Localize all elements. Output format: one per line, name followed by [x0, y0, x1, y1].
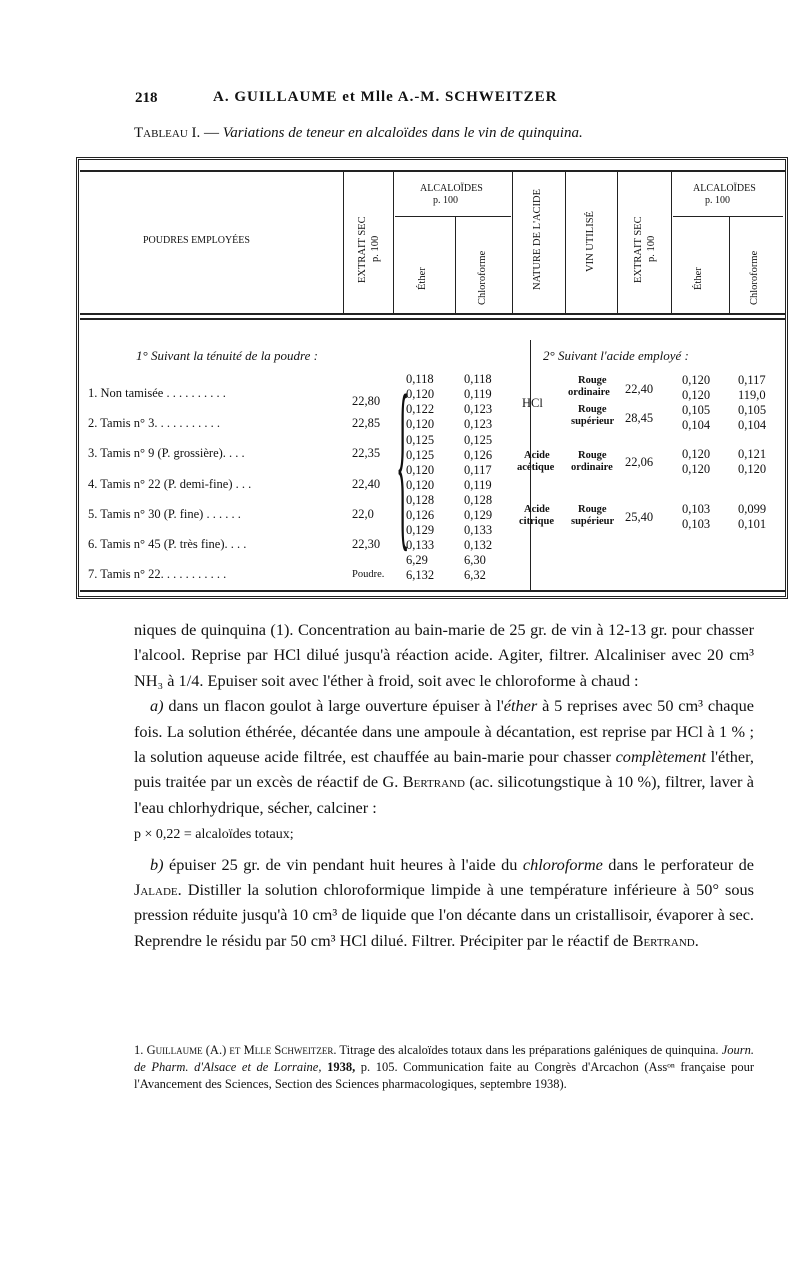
row-label-2: 2. Tamis n° 3. . . . . . . . . . . [88, 416, 221, 430]
text: (ac. silicotungstique à 10 %), filtrer, laver à l'eau chlorhydrique, sécher, calciner : [134, 772, 755, 817]
vin-2b: supérieur [571, 416, 615, 427]
extrait-5: 22,0 [352, 507, 374, 521]
header-bottom-rule-2 [80, 318, 785, 320]
vin-3b: ordinaire [571, 462, 613, 473]
row-label-7: 7. Tamis n° 22. . . . . . . . . . . [88, 567, 227, 581]
table-top-rule [80, 170, 785, 172]
chloro-r4b: 0,101 [738, 517, 767, 531]
divider [565, 170, 566, 315]
extrait-3: 22,35 [352, 446, 381, 460]
footnote-authors: Guillaume (A.) et Mlle Schweitzer. [146, 1043, 337, 1057]
chloro-value: 0,126 [464, 448, 493, 462]
divider [617, 170, 618, 315]
vin-1b: ordinaire [568, 387, 610, 398]
extrait-6: 22,30 [352, 537, 381, 551]
author-name: Jalade [134, 880, 178, 900]
chloro-r1b: 119,0 [738, 388, 766, 402]
divider [455, 216, 456, 315]
vin-3a: Rouge [578, 450, 607, 461]
extrait-r1: 22,40 [625, 382, 654, 396]
text: dans le perforateur de [608, 854, 754, 874]
item-label: b) [150, 854, 164, 874]
ether-value: 6,29 [406, 553, 428, 567]
ether-r4b: 0,103 [682, 517, 711, 531]
footnote-rest: p. 105. Communication faite au Congrès d'Arcachon (Assᵒⁿ française pour l'Avancement des Sciences, Section des Sciences pharmacologiques, septembre 1938). [134, 1060, 754, 1091]
chloro-value: 0,119 [464, 478, 492, 492]
text: épuiser 25 gr. de vin pendant huit heures à l'aide du [169, 854, 518, 874]
vin-4a: Rouge [578, 504, 607, 515]
text: dans un flacon goulot à large ouverture épuiser à l' [168, 696, 504, 716]
col-nature-acide: NATURE DE L'ACIDE [532, 188, 543, 290]
chloro-r3b: 0,120 [738, 462, 767, 476]
extrait-1: 22,80 [352, 394, 381, 408]
chloro-value: 0,133 [464, 523, 493, 537]
divider [729, 216, 730, 315]
brace: { [396, 362, 410, 574]
running-head: A. GUILLAUME et Mlle A.-M. SCHWEITZER [213, 89, 558, 105]
ether-r3b: 0,120 [682, 462, 711, 476]
vin-2a: Rouge [578, 404, 607, 415]
col-ether: Éther [417, 267, 428, 290]
row-label-5: 5. Tamis n° 30 (P. fine) . . . . . . [88, 507, 241, 521]
vin-4b: supérieur [571, 516, 615, 527]
col-chloroforme: Chloroforme [477, 250, 488, 305]
ether-r3a: 0,120 [682, 447, 711, 461]
col-extrait-sec-2: EXTRAIT SEC [633, 216, 644, 283]
vin-1a: Rouge [578, 375, 607, 386]
col-extrait-sec: EXTRAIT SEC [357, 216, 368, 283]
chloro-r3a: 0,121 [738, 447, 767, 461]
ether-value: 0,120 [406, 478, 435, 492]
chloro-value: 0,118 [464, 372, 492, 386]
col-alc-p100: p. 100 [433, 195, 458, 206]
ether-value: 6,132 [406, 568, 435, 582]
ether-value: 0,120 [406, 387, 435, 401]
footnote-title: Titrage des alcaloïdes totaux dans les préparations galéniques de quinquina. [339, 1043, 719, 1057]
extrait-r4: 25,40 [625, 510, 654, 524]
page-number: 218 [135, 90, 158, 106]
emphasis: éther [503, 696, 538, 716]
ether-value: 0,120 [406, 463, 435, 477]
chloro-value: 6,32 [464, 568, 486, 582]
ether-r2b: 0,104 [682, 418, 711, 432]
row-label-6: 6. Tamis n° 45 (P. très fine). . . . [88, 537, 247, 551]
acid-3a: Acide [524, 450, 550, 461]
chloro-value: 0,117 [464, 463, 492, 477]
text: . Distiller la solution chloroformique limpide à une température inférieure à 50° sous pression réduite jusqu'à 10 cm³ de liquide que l'on décante dans un cristallisoir, évaporer à sec. Reprendre le résidu par 50 cm³ HCl dilué. Filtrer. Précipiter par le réactif de [134, 880, 754, 950]
caption-label: Tableau I. — [134, 125, 220, 141]
col-ether-2: Éther [693, 267, 704, 290]
table-caption [134, 125, 583, 142]
chloro-value: 0,129 [464, 508, 493, 522]
divider [671, 170, 672, 315]
extrait-4: 22,40 [352, 477, 381, 491]
paragraph-b [134, 852, 754, 954]
ether-r1a: 0,120 [682, 373, 711, 387]
footnote-number: 1. [134, 1043, 144, 1057]
ether-value: 0,118 [406, 372, 434, 386]
footnote-journal: Journ. de Pharm. d'Alsace et de Lorraine, [134, 1043, 755, 1074]
alc-subrule [673, 216, 783, 217]
section-left: 1° Suivant la ténuité de la poudre : [136, 348, 318, 363]
chloro-r1a: 0,117 [738, 373, 766, 387]
table-bottom-rule [80, 590, 785, 592]
section-right: 2° Suivant l'acide employé : [543, 348, 689, 363]
col-alcaloides: ALCALOÏDES [420, 183, 483, 194]
chloro-value: 0,123 [464, 417, 493, 431]
emphasis: complètement [615, 747, 706, 767]
chloro-value: 6,30 [464, 553, 486, 567]
ether-value: 0,125 [406, 433, 435, 447]
chloro-value: 0,125 [464, 433, 493, 447]
divider [512, 170, 513, 315]
col-alc-p100-2: p. 100 [705, 195, 730, 206]
chloro-value: 0,119 [464, 387, 492, 401]
ether-value: 0,125 [406, 448, 435, 462]
chloro-r2a: 0,105 [738, 403, 767, 417]
author-name: Bertrand [402, 772, 465, 792]
col-poudres: POUDRES EMPLOYÉES [143, 235, 250, 246]
divider [393, 170, 394, 315]
ether-value: 0,120 [406, 417, 435, 431]
ether-value: 0,128 [406, 493, 435, 507]
extrait-7: Poudre. [352, 569, 385, 580]
divider [343, 170, 344, 315]
footnote-year: 1938, [327, 1060, 356, 1074]
col-extrait-p100: p. 100 [370, 235, 381, 262]
text: l'éther, puis traitée par un excès de réactif de G. [134, 747, 754, 792]
acid-3b: acétique [517, 462, 555, 473]
extrait-r2: 28,45 [625, 411, 654, 425]
row-label-4: 4. Tamis n° 22 (P. demi-fine) . . . [88, 477, 252, 491]
chloro-value: 0,132 [464, 538, 493, 552]
chloro-r4a: 0,099 [738, 502, 767, 516]
row-label-3: 3. Tamis n° 9 (P. grossière). . . . [88, 446, 245, 460]
chloro-value: 0,123 [464, 402, 493, 416]
row-label-1: 1. Non tamisée . . . . . . . . . . [88, 386, 226, 400]
chloro-r2b: 0,104 [738, 418, 767, 432]
ether-value: 0,133 [406, 538, 435, 552]
acid-4a: Acide [524, 504, 550, 515]
alc-subrule [395, 216, 511, 217]
acid-hcl: HCl [522, 396, 543, 410]
footnote [134, 1042, 754, 1093]
col-chloroforme-2: Chloroforme [749, 250, 760, 305]
extrait-r3: 22,06 [625, 455, 654, 469]
emphasis: chloroforme [522, 854, 603, 874]
paragraph: niques de quinquina (1). Concentration au bain-marie de 25 gr. de vin à 12-13 gr. pour chasser l'alcool. Reprise par HCl dilué jusqu'à réaction acide. Agiter, filtrer. Alcaliniser avec 20 cm³ NH₃ à 1/4. Epuiser soit avec l'éther à froid, soit avec le chloroforme à chaud : [134, 620, 754, 690]
ether-value: 0,126 [406, 508, 435, 522]
col-vin-utilise: VIN UTILISÉ [585, 211, 596, 272]
ether-value: 0,122 [406, 402, 435, 416]
author-name: Bertrand [632, 930, 695, 950]
caption-text: Variations de teneur en alcaloïdes dans le vin de quinquina. [222, 125, 583, 141]
formula: p × 0,22 = alcaloïdes totaux; [134, 827, 294, 843]
body-text [134, 617, 754, 953]
paragraph-a [134, 693, 754, 820]
ether-r1b: 0,120 [682, 388, 711, 402]
text: à 5 reprises avec 50 cm³ chaque fois. La solution éthérée, décantée dans une ampoule à décantation, est reprise par HCl à 1 % ; la solution aqueuse acide filtrée, est chauffée au bain-marie pour chasser [134, 696, 754, 767]
ether-value: 0,129 [406, 523, 435, 537]
ether-r4a: 0,103 [682, 502, 711, 516]
col-extrait-p100-2: p. 100 [646, 235, 657, 262]
header-bottom-rule [80, 313, 785, 315]
extrait-2: 22,85 [352, 416, 381, 430]
ether-r2a: 0,105 [682, 403, 711, 417]
item-label: a) [150, 696, 164, 716]
text: . [694, 930, 699, 950]
col-alcaloides-2: ALCALOÏDES [693, 183, 756, 194]
chloro-value: 0,128 [464, 493, 493, 507]
acid-4b: citrique [519, 516, 554, 527]
